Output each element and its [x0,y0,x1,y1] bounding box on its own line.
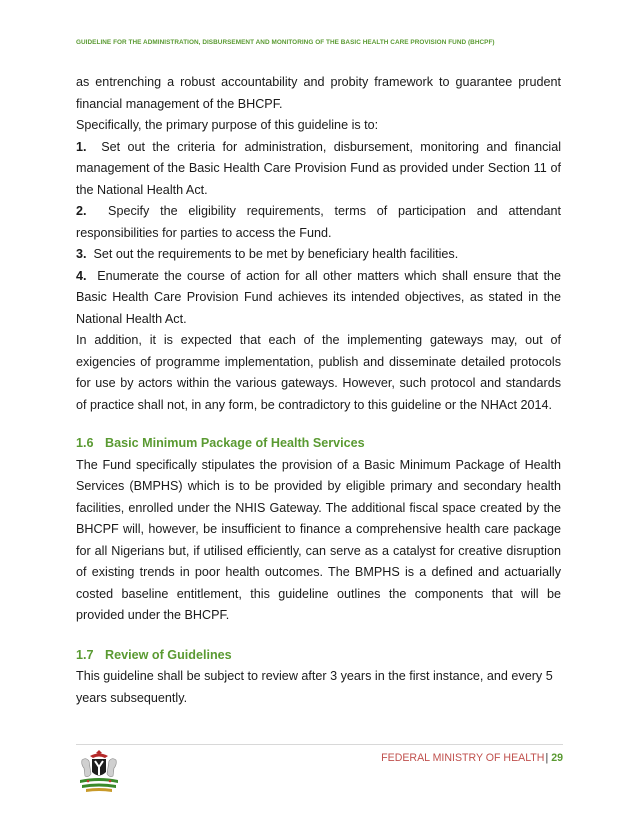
section-number: 1.7 [76,647,94,662]
purpose-lead: Specifically, the primary purpose of this guideline is to: [76,118,379,132]
page-body [76,72,561,709]
purpose-number: 1. [76,139,87,154]
purpose-item [76,244,561,266]
footer-separator: | [545,752,549,764]
purpose-text: Set out the criteria for administration, disbursement, monitoring and financial management of the Basic Health Care Provision Fund as provided under Section 11 of the National Health Act. [76,139,562,197]
page-number: 29 [551,752,563,764]
purpose-number: 4. [76,268,87,283]
purpose-text: Specify the eligibility requirements, terms of participation and attendant responsibilities for parties to access the Fund. [76,204,561,240]
purpose-number: 3. [76,247,87,261]
purpose-item [76,201,561,244]
purpose-item [76,137,561,202]
section-title: Review of Guidelines [105,647,232,662]
footer-ministry: FEDERAL MINISTRY OF HEALTH [381,752,545,764]
addition-paragraph: In addition, it is expected that each of the implementing gateways may, out of exigencies of programme implementation, publish and disseminate detailed protocols for use by actors within the various gateways. However, such protocol and standards of practice shall not, in any form, be contradictory to this guideline or the NHAct 2014. [76,333,561,412]
purpose-text: Set out the requirements to be met by beneficiary health facilities. [93,247,459,261]
section-number: 1.6 [76,436,94,450]
coat-of-arms-logo [76,748,122,794]
section-title: Basic Minimum Package of Health Services [105,436,365,450]
running-header: GUIDELINE FOR THE ADMINISTRATION, DISBURSEMENT AND MONITORING OF THE BASIC HEALTH CARE PROVISION FUND (BHCPF) [76,39,495,46]
purpose-item [76,266,561,331]
section-text-1-7: This guideline shall be subject to review after 3 years in the first instance, and every 5 years subsequently. [76,669,553,705]
purpose-text: Enumerate the course of action for all other matters which shall ensure that the Basic Health Care Provision Fund achieves its intended objectives, as stated in the National Health Act. [76,268,561,326]
section-text-1-6: The Fund specifically stipulates the provision of a Basic Minimum Package of Health Services (BMPHS) which is to be provided by eligible primary and secondary health facilities, enrolled under the NHIS Gateway. The additional fiscal space created by the BHCPF will, however, be insufficient to finance a comprehensive health care package for all Nigerians but, if utilised efficiently, can serve as a catalyst for creative disruption of existing trends in poor health outcomes. The BMPHS is a defined and actuarially costed baseline entitlement, this guideline outlines the components that will be provided under the BHCPF. [76,457,561,622]
intro-continuation: as entrenching a robust accountability and probity framework to guarantee prudent financial management of the BHCPF. [76,75,561,111]
section-heading-1-7 [76,645,561,667]
purpose-number: 2. [76,204,87,218]
footer-divider [76,744,563,745]
section-heading-1-6 [76,433,561,455]
page-footer [381,752,563,764]
